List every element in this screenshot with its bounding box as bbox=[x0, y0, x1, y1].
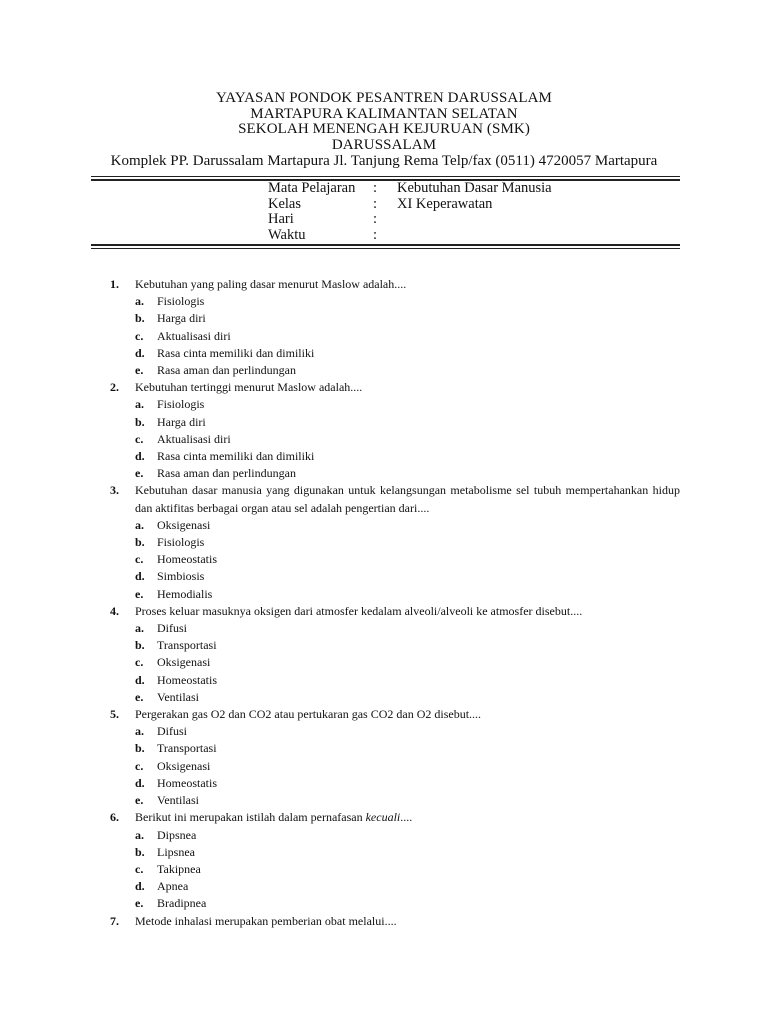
option-text: Bradipnea bbox=[157, 896, 207, 911]
option-text: Difusi bbox=[157, 724, 187, 739]
option-text: Aktualisasi diri bbox=[157, 328, 231, 343]
question bbox=[110, 706, 680, 723]
question-text bbox=[135, 603, 680, 620]
question-number: 2. bbox=[110, 380, 119, 395]
question bbox=[110, 379, 680, 396]
question-number: 7. bbox=[110, 913, 119, 928]
option-letter: d. bbox=[135, 775, 145, 790]
answer-option bbox=[110, 328, 680, 345]
answer-option bbox=[110, 844, 680, 861]
question-text-main: Pergerakan gas O2 dan CO2 atau pertukaran gas CO2 dan O2 disebut.... bbox=[135, 707, 482, 722]
school-name: DARUSSALAM bbox=[331, 136, 437, 153]
option-text: Transportasi bbox=[157, 741, 217, 756]
option-text: Difusi bbox=[157, 621, 187, 636]
info-divider-bottom-thin bbox=[91, 248, 680, 249]
answer-option bbox=[110, 534, 680, 551]
question-text-main: Kebutuhan yang paling dasar menurut Maslow adalah.... bbox=[135, 277, 407, 291]
answer-option bbox=[110, 827, 680, 844]
answer-option bbox=[110, 310, 680, 327]
answer-option bbox=[110, 620, 680, 637]
answer-option bbox=[110, 758, 680, 775]
option-text: Takipnea bbox=[157, 861, 201, 876]
info-colon: : bbox=[373, 195, 378, 212]
option-letter: a. bbox=[135, 517, 144, 532]
question-text bbox=[135, 482, 680, 516]
option-text: Homeostatis bbox=[157, 552, 217, 567]
question-text-main: Kebutuhan tertinggi menurut Maslow adalah.... bbox=[135, 380, 363, 395]
answer-option bbox=[110, 861, 680, 878]
header-divider-top-thin bbox=[91, 176, 680, 177]
question-number: 4. bbox=[110, 603, 119, 618]
option-letter: e. bbox=[135, 896, 144, 911]
option-text: Harga diri bbox=[157, 311, 206, 326]
option-text: Rasa cinta memiliki dan dimiliki bbox=[157, 449, 315, 464]
option-letter: a. bbox=[135, 621, 144, 636]
question-text bbox=[135, 706, 680, 723]
option-letter: b. bbox=[135, 638, 145, 653]
school-address: Komplek PP. Darussalam Martapura Jl. Tanjung Rema Telp/fax (0511) 4720057 Martapura bbox=[110, 153, 658, 169]
info-colon: : bbox=[373, 180, 378, 196]
option-text: Ventilasi bbox=[157, 689, 199, 704]
school-header bbox=[0, 91, 768, 169]
info-row bbox=[268, 181, 552, 197]
question-text-emphasis: kecuali bbox=[365, 810, 401, 825]
option-text: Simbiosis bbox=[157, 569, 205, 584]
info-colon: : bbox=[373, 226, 378, 243]
option-text: Harga diri bbox=[157, 414, 206, 429]
info-value: Kebutuhan Dasar Manusia bbox=[397, 180, 552, 196]
option-letter: d. bbox=[135, 449, 145, 464]
option-text: Oksigenasi bbox=[157, 517, 211, 532]
option-text: Rasa cinta memiliki dan dimiliki bbox=[157, 345, 315, 360]
question-number: 1. bbox=[110, 277, 119, 291]
option-text: Rasa aman dan perlindungan bbox=[157, 466, 296, 481]
option-letter: b. bbox=[135, 311, 145, 326]
option-text: Fisiologis bbox=[157, 294, 205, 309]
exam-info-table bbox=[268, 181, 552, 243]
question bbox=[110, 276, 680, 293]
option-text: Hemodialis bbox=[157, 586, 213, 601]
answer-option bbox=[110, 414, 680, 431]
option-letter: e. bbox=[135, 586, 144, 601]
option-letter: d. bbox=[135, 345, 145, 360]
question-list bbox=[110, 276, 680, 930]
option-text: Oksigenasi bbox=[157, 758, 211, 773]
info-row bbox=[268, 197, 552, 213]
info-row bbox=[268, 228, 552, 244]
option-letter: b. bbox=[135, 414, 145, 429]
option-letter: a. bbox=[135, 724, 144, 739]
option-text: Homeostatis bbox=[157, 672, 217, 687]
question-text-main: Proses keluar masuknya oksigen dari atmosfer kedalam alveoli/alveoli ke atmosfer disebut.... bbox=[135, 603, 583, 618]
option-text: Ventilasi bbox=[157, 793, 199, 808]
option-text: Homeostatis bbox=[157, 775, 217, 790]
answer-option bbox=[110, 637, 680, 654]
answer-option bbox=[110, 362, 680, 379]
answer-option bbox=[110, 448, 680, 465]
option-text: Aktualisasi diri bbox=[157, 431, 231, 446]
option-text: Oksigenasi bbox=[157, 655, 211, 670]
option-letter: e. bbox=[135, 466, 144, 481]
info-label: Mata Pelajaran bbox=[268, 180, 356, 196]
school-location: MARTAPURA KALIMANTAN SELATAN bbox=[250, 105, 518, 122]
answer-option bbox=[110, 723, 680, 740]
option-letter: a. bbox=[135, 827, 144, 842]
option-text: Apnea bbox=[157, 879, 189, 894]
info-label: Hari bbox=[268, 211, 294, 227]
option-letter: e. bbox=[135, 363, 144, 378]
answer-option bbox=[110, 396, 680, 413]
option-letter: c. bbox=[135, 328, 144, 343]
answer-option bbox=[110, 465, 680, 482]
answer-option bbox=[110, 672, 680, 689]
info-colon: : bbox=[373, 211, 378, 227]
answer-option bbox=[110, 775, 680, 792]
option-text: Fisiologis bbox=[157, 535, 205, 550]
option-letter: c. bbox=[135, 861, 144, 876]
option-letter: e. bbox=[135, 793, 144, 808]
question-number: 5. bbox=[110, 707, 119, 722]
option-text: Lipsnea bbox=[157, 844, 195, 859]
answer-option bbox=[110, 895, 680, 912]
option-letter: c. bbox=[135, 552, 144, 567]
option-letter: e. bbox=[135, 689, 144, 704]
info-label: Kelas bbox=[268, 195, 302, 212]
option-letter: b. bbox=[135, 535, 145, 550]
answer-option bbox=[110, 568, 680, 585]
school-type: SEKOLAH MENENGAH KEJURUAN (SMK) bbox=[238, 121, 530, 137]
info-row bbox=[268, 212, 552, 228]
question-text-main: Berikut ini merupakan istilah dalam pernafasan bbox=[135, 810, 366, 825]
answer-option bbox=[110, 345, 680, 362]
option-letter: d. bbox=[135, 879, 145, 894]
option-letter: a. bbox=[135, 294, 144, 309]
question-text bbox=[135, 276, 680, 293]
answer-option bbox=[110, 551, 680, 568]
option-text: Transportasi bbox=[157, 638, 217, 653]
option-letter: c. bbox=[135, 758, 144, 773]
question bbox=[110, 482, 680, 516]
option-text: Fisiologis bbox=[157, 397, 205, 412]
option-letter: b. bbox=[135, 844, 145, 859]
option-text: Rasa aman dan perlindungan bbox=[157, 363, 296, 378]
question bbox=[110, 603, 680, 620]
question-text bbox=[135, 913, 680, 930]
question bbox=[110, 809, 680, 826]
question-text-main: Kebutuhan dasar manusia yang digunakan untuk kelangsungan metabolisme sel tubuh mempertahankan hidup dan aktifitas berbagai organ atau sel adalah pengertian dari.... bbox=[135, 483, 680, 515]
question bbox=[110, 913, 680, 930]
option-letter: a. bbox=[135, 397, 144, 412]
option-letter: d. bbox=[135, 672, 145, 687]
answer-option bbox=[110, 878, 680, 895]
question-text-main: Metode inhalasi merupakan pemberian obat melalui.... bbox=[135, 913, 397, 928]
answer-option bbox=[110, 654, 680, 671]
answer-option bbox=[110, 431, 680, 448]
question-number: 6. bbox=[110, 810, 119, 825]
question-text bbox=[135, 379, 680, 396]
option-letter: c. bbox=[135, 655, 144, 670]
question-number: 3. bbox=[110, 483, 119, 498]
foundation-name: YAYASAN PONDOK PESANTREN DARUSSALAM bbox=[216, 90, 552, 106]
answer-option bbox=[110, 293, 680, 310]
option-letter: c. bbox=[135, 431, 144, 446]
answer-option bbox=[110, 740, 680, 757]
info-value: XI Keperawatan bbox=[397, 195, 493, 212]
question-text-suffix: .... bbox=[400, 810, 413, 825]
option-letter: d. bbox=[135, 569, 145, 584]
answer-option bbox=[110, 586, 680, 603]
option-text: Dipsnea bbox=[157, 827, 197, 842]
answer-option bbox=[110, 517, 680, 534]
info-divider-bottom-thick bbox=[91, 244, 680, 246]
info-label: Waktu bbox=[268, 226, 306, 243]
answer-option bbox=[110, 689, 680, 706]
answer-option bbox=[110, 792, 680, 809]
question-text bbox=[135, 809, 680, 826]
option-letter: b. bbox=[135, 741, 145, 756]
